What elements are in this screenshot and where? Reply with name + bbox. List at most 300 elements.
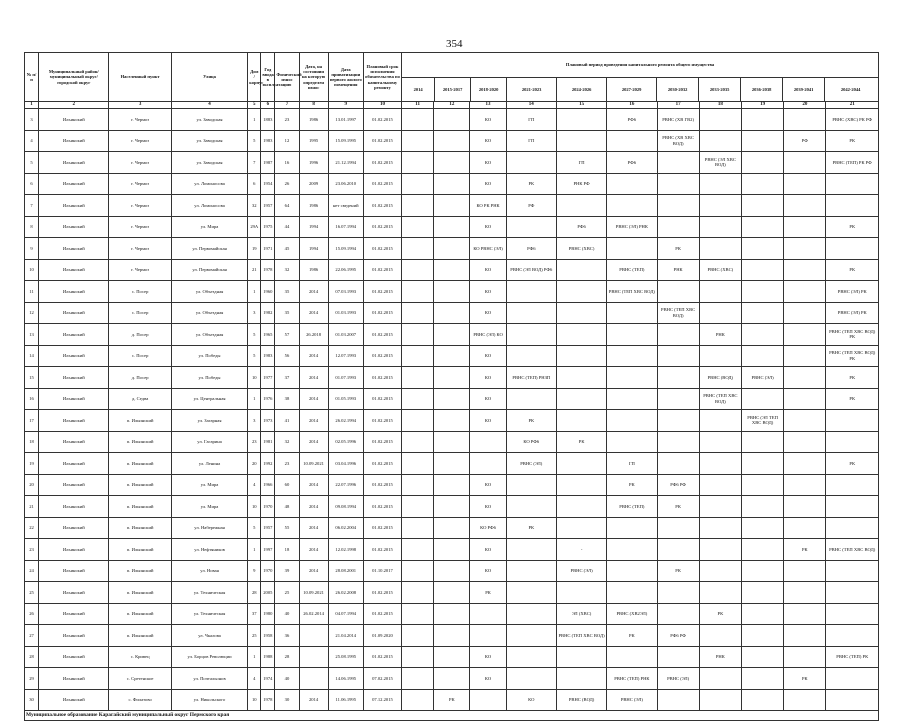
- header-house: Дом / корпус: [248, 53, 261, 102]
- table-cell: 1986: [299, 259, 328, 281]
- table-cell: 6: [248, 173, 261, 195]
- table-row: [25, 302, 879, 324]
- table-cell: [699, 431, 741, 453]
- table-cell: [657, 173, 699, 195]
- table-cell: [657, 603, 699, 625]
- table-cell: 6: [25, 173, 39, 195]
- table-cell: 23: [275, 453, 299, 475]
- table-cell: [402, 453, 434, 475]
- table-cell: [402, 539, 434, 561]
- table-cell: [657, 539, 699, 561]
- table-cell: ЭЛ (ХВС): [556, 603, 606, 625]
- table-cell: [434, 388, 470, 410]
- table-cell: ул. Объездная: [171, 324, 247, 346]
- table-cell: 10.09.2021: [299, 453, 328, 475]
- table-cell: [784, 689, 826, 711]
- municipality-footer: Муниципальное образование Карагайский муниципальный округ Пермского края: [25, 711, 879, 721]
- table-cell: п. Ильинский: [109, 625, 171, 647]
- table-cell: 01.02.2015: [363, 152, 401, 174]
- table-cell: 28: [248, 582, 261, 604]
- table-cell: 09.08.1994: [328, 496, 363, 518]
- table-cell: РВНС (ХВС): [699, 259, 741, 281]
- table-cell: [741, 195, 783, 217]
- table-row: [25, 324, 879, 346]
- table-cell: п. Ильинский: [109, 539, 171, 561]
- table-cell: [434, 603, 470, 625]
- table-cell: д. Посер: [109, 367, 171, 389]
- table-cell: [506, 668, 556, 690]
- table-cell: [784, 109, 826, 131]
- table-cell: РВНС (ХВ2ЭЛ): [607, 603, 657, 625]
- table-row: [25, 173, 879, 195]
- table-cell: 4: [248, 474, 261, 496]
- table-cell: 5: [248, 345, 261, 367]
- column-number: 19: [741, 102, 783, 109]
- table-row: [25, 345, 879, 367]
- table-cell: [741, 668, 783, 690]
- table-cell: ул. Заводская: [171, 130, 247, 152]
- table-cell: [699, 109, 741, 131]
- table-cell: 7: [248, 152, 261, 174]
- table-cell: [826, 474, 879, 496]
- header-period-5: 2027-2029: [606, 78, 656, 101]
- table-cell: КО РФ6: [506, 431, 556, 453]
- header-locality: Населенный пункт: [109, 53, 171, 102]
- table-cell: 01.09.2020: [363, 625, 401, 647]
- table-cell: РВНС (ЭЛ ТЕП ХВС ВОД): [741, 410, 783, 432]
- table-cell: КО: [470, 152, 506, 174]
- table-cell: 10.09.2021: [299, 582, 328, 604]
- table-cell: [784, 302, 826, 324]
- table-row: [25, 367, 879, 389]
- table-cell: [784, 625, 826, 647]
- table-cell: [402, 367, 434, 389]
- table-cell: Ильинский: [39, 453, 109, 475]
- table-cell: ул. Техническая: [171, 582, 247, 604]
- table-cell: 64: [275, 195, 299, 217]
- table-cell: 2014: [299, 345, 328, 367]
- table-cell: 9: [248, 560, 261, 582]
- table-cell: 01.05.1993: [328, 388, 363, 410]
- table-cell: [506, 324, 556, 346]
- table-cell: [784, 603, 826, 625]
- table-row: [25, 130, 879, 152]
- table-cell: 11.06.1995: [328, 689, 363, 711]
- table-cell: [402, 281, 434, 303]
- table-row: [25, 496, 879, 518]
- table-cell: [607, 238, 657, 260]
- table-cell: [506, 646, 556, 668]
- table-cell: Ильинский: [39, 173, 109, 195]
- table-cell: [741, 345, 783, 367]
- table-cell: 5: [248, 130, 261, 152]
- table-cell: Ильинский: [39, 259, 109, 281]
- table-cell: [299, 646, 328, 668]
- table-cell: РК: [699, 603, 741, 625]
- table-cell: КО: [470, 109, 506, 131]
- table-cell: ул. Ломоносова: [171, 173, 247, 195]
- table-cell: 01.02.2015: [363, 109, 401, 131]
- table-cell: 44: [275, 216, 299, 238]
- table-cell: 40: [275, 603, 299, 625]
- table-cell: [506, 388, 556, 410]
- table-cell: 12.02.1998: [328, 539, 363, 561]
- table-cell: КО: [470, 130, 506, 152]
- table-cell: [741, 474, 783, 496]
- table-cell: п. Ильинский: [109, 603, 171, 625]
- table-cell: 1974: [261, 668, 275, 690]
- table-cell: [470, 689, 506, 711]
- table-cell: 01.02.2015: [363, 603, 401, 625]
- table-cell: 01.02.2015: [363, 517, 401, 539]
- table-cell: ул. Новая: [171, 560, 247, 582]
- table-cell: 12.07.1993: [328, 345, 363, 367]
- header-period-title: Плановый период проведения капитального ремонта общего имущества: [402, 53, 878, 78]
- table-cell: 12: [25, 302, 39, 324]
- table-cell: [470, 625, 506, 647]
- table-cell: [826, 689, 879, 711]
- table-cell: 1965: [261, 324, 275, 346]
- table-cell: [434, 130, 470, 152]
- table-cell: 48: [275, 496, 299, 518]
- table-row: [25, 689, 879, 711]
- table-cell: РК: [506, 410, 556, 432]
- header-period-1: 2015-2017: [434, 78, 470, 101]
- table-cell: [741, 496, 783, 518]
- table-cell: [784, 238, 826, 260]
- table-cell: 07.12.2015: [363, 689, 401, 711]
- table-cell: [434, 238, 470, 260]
- table-cell: [741, 152, 783, 174]
- table-cell: [607, 324, 657, 346]
- table-cell: 01.03.2007: [328, 324, 363, 346]
- table-cell: [470, 431, 506, 453]
- table-cell: 1966: [261, 474, 275, 496]
- table-cell: [657, 216, 699, 238]
- header-period-8: 2036-2038: [740, 78, 782, 101]
- column-number: 17: [657, 102, 699, 109]
- table-row: [25, 668, 879, 690]
- table-cell: с. Посер: [109, 302, 171, 324]
- table-cell: [556, 388, 606, 410]
- table-cell: 26: [25, 603, 39, 625]
- table-cell: Ильинский: [39, 152, 109, 174]
- table-cell: Ильинский: [39, 539, 109, 561]
- header-period-10: 2042-2044: [824, 78, 876, 101]
- table-cell: [741, 324, 783, 346]
- table-cell: 2014: [299, 560, 328, 582]
- table-cell: 4: [25, 130, 39, 152]
- table-cell: [741, 130, 783, 152]
- table-cell: 35: [275, 302, 299, 324]
- table-cell: [657, 410, 699, 432]
- table-cell: ул. Заводская: [171, 152, 247, 174]
- table-cell: 2009: [299, 173, 328, 195]
- table-cell: [434, 259, 470, 281]
- table-cell: 01.10.2017: [363, 560, 401, 582]
- table-cell: 1957: [261, 195, 275, 217]
- table-cell: [434, 173, 470, 195]
- table-cell: [826, 668, 879, 690]
- table-cell: КО: [470, 668, 506, 690]
- table-cell: КО: [470, 367, 506, 389]
- table-cell: 1983: [261, 130, 275, 152]
- table-cell: 2014: [299, 539, 328, 561]
- table-cell: [657, 582, 699, 604]
- table-cell: [506, 560, 556, 582]
- table-cell: 01.02.2015: [363, 367, 401, 389]
- table-cell: [699, 173, 741, 195]
- table-cell: [506, 539, 556, 561]
- table-cell: РВНС (ЭЛ): [506, 453, 556, 475]
- table-cell: 32: [275, 431, 299, 453]
- table-cell: 1973: [261, 410, 275, 432]
- table-row: [25, 195, 879, 217]
- table-cell: 28: [25, 646, 39, 668]
- table-cell: [784, 345, 826, 367]
- table-cell: 1970: [261, 560, 275, 582]
- table-cell: г. Чермоз: [109, 216, 171, 238]
- table-cell: [741, 689, 783, 711]
- table-cell: 38: [275, 388, 299, 410]
- table-cell: [299, 668, 328, 690]
- table-cell: РВНС (ЭЛ) РК: [826, 281, 879, 303]
- table-row: [25, 453, 879, 475]
- table-cell: 1988: [261, 646, 275, 668]
- table-cell: РВНС (ТЕП ХВС ВОД): [826, 539, 879, 561]
- table-cell: [741, 453, 783, 475]
- table-cell: Ильинский: [39, 431, 109, 453]
- table-cell: 3: [25, 109, 39, 131]
- table-cell: [607, 582, 657, 604]
- table-cell: [506, 582, 556, 604]
- table-cell: 18: [25, 431, 39, 453]
- table-cell: [699, 453, 741, 475]
- table-cell: [784, 388, 826, 410]
- table-cell: 16: [275, 152, 299, 174]
- table-cell: [506, 603, 556, 625]
- table-cell: РФ6: [607, 152, 657, 174]
- table-cell: ул. Ломоносова: [171, 195, 247, 217]
- table-cell: [556, 474, 606, 496]
- table-cell: Ильинский: [39, 517, 109, 539]
- header-deadline: Плановый срок исполнения обязательства по капитальному ремонту: [363, 53, 401, 102]
- table-cell: 01.02.2015: [363, 646, 401, 668]
- table-cell: Ильинский: [39, 130, 109, 152]
- table-cell: [556, 646, 606, 668]
- table-cell: [699, 410, 741, 432]
- table-cell: 01.02.2015: [363, 539, 401, 561]
- table-cell: [402, 259, 434, 281]
- table-cell: г. Чермоз: [109, 195, 171, 217]
- table-cell: [699, 560, 741, 582]
- table-cell: 5: [248, 517, 261, 539]
- table-cell: [607, 539, 657, 561]
- header-year: Год ввода в эксплуатацию: [261, 53, 275, 102]
- table-cell: 07.02.2015: [363, 668, 401, 690]
- table-cell: п. Ильинский: [109, 517, 171, 539]
- column-number: 12: [434, 102, 470, 109]
- header-period-3: 2021-2023: [506, 78, 556, 101]
- table-cell: 9: [25, 238, 39, 260]
- table-cell: РВНС (ТЕП): [607, 496, 657, 518]
- table-cell: 27: [25, 625, 39, 647]
- table-cell: [784, 496, 826, 518]
- table-cell: [434, 109, 470, 131]
- table-cell: 03.04.1996: [328, 453, 363, 475]
- table-cell: 01.02.2015: [363, 496, 401, 518]
- table-cell: 1996: [299, 152, 328, 174]
- table-cell: Ильинский: [39, 582, 109, 604]
- table-cell: 2014: [299, 496, 328, 518]
- capital-repair-table: [24, 52, 879, 721]
- table-cell: 1958: [261, 625, 275, 647]
- table-cell: 25: [25, 582, 39, 604]
- table-cell: 8: [25, 216, 39, 238]
- table-cell: [556, 345, 606, 367]
- table-cell: [434, 367, 470, 389]
- table-cell: РВНС (ТЕП ХВС ВОД): [699, 388, 741, 410]
- table-cell: [434, 496, 470, 518]
- table-cell: 01.02.2015: [363, 281, 401, 303]
- table-cell: [434, 625, 470, 647]
- column-number: 2: [39, 102, 109, 109]
- table-cell: ГП: [506, 109, 556, 131]
- header-period-group: [402, 53, 879, 102]
- table-cell: 01.02.2015: [363, 238, 401, 260]
- table-cell: [556, 302, 606, 324]
- table-cell: 2014: [299, 474, 328, 496]
- table-cell: [741, 216, 783, 238]
- table-cell: [784, 152, 826, 174]
- table-cell: КО: [470, 410, 506, 432]
- table-cell: РВНС (ТЕП): [607, 259, 657, 281]
- table-cell: 02.05.1996: [328, 431, 363, 453]
- column-number: 15: [556, 102, 606, 109]
- table-cell: 2014: [299, 410, 328, 432]
- table-cell: Ильинский: [39, 216, 109, 238]
- table-cell: Ильинский: [39, 388, 109, 410]
- table-cell: [434, 302, 470, 324]
- header-period-4: 2024-2026: [556, 78, 606, 101]
- table-cell: ГП: [556, 152, 606, 174]
- table-cell: г. Чермоз: [109, 109, 171, 131]
- table-cell: [741, 582, 783, 604]
- header-wear: Физический износ: [275, 53, 299, 102]
- table-cell: 1957: [261, 517, 275, 539]
- table-cell: 30: [275, 689, 299, 711]
- table-cell: 01.02.2015: [363, 431, 401, 453]
- header-period-2: 2018-2020: [470, 78, 506, 101]
- table-cell: [607, 410, 657, 432]
- table-cell: 01.02.2015: [363, 582, 401, 604]
- column-number: 20: [784, 102, 826, 109]
- table-cell: 1986: [299, 195, 328, 217]
- table-cell: [402, 130, 434, 152]
- table-cell: РВНС (ЭЛ): [657, 668, 699, 690]
- table-cell: 19: [25, 453, 39, 475]
- table-cell: РК: [657, 238, 699, 260]
- table-cell: РФ6 РФ: [657, 625, 699, 647]
- header-privatization-date: Дата приватизации первого жилого помещения: [328, 53, 363, 102]
- table-cell: 16.07.1994: [328, 216, 363, 238]
- table-cell: РВНС (ТЕП) РНК: [607, 668, 657, 690]
- table-row: [25, 474, 879, 496]
- table-cell: п. Ильинский: [109, 560, 171, 582]
- table-cell: ул. Гагарина: [171, 431, 247, 453]
- table-cell: п. Ильинский: [109, 474, 171, 496]
- table-cell: РВНС (ВОД): [556, 689, 606, 711]
- table-row: [25, 281, 879, 303]
- table-cell: [657, 367, 699, 389]
- table-cell: 56: [275, 345, 299, 367]
- table-cell: [784, 474, 826, 496]
- table-cell: [741, 281, 783, 303]
- table-cell: ул. Мира: [171, 496, 247, 518]
- table-cell: КО: [470, 560, 506, 582]
- table-cell: 01.02.2015: [363, 345, 401, 367]
- table-cell: [657, 195, 699, 217]
- table-body: [25, 109, 879, 711]
- table-cell: [607, 302, 657, 324]
- table-cell: 1970: [261, 496, 275, 518]
- table-cell: [470, 603, 506, 625]
- table-cell: [299, 625, 328, 647]
- table-cell: 39: [275, 560, 299, 582]
- table-cell: РВНС (ТЕП) РК РФ: [826, 152, 879, 174]
- table-cell: [784, 517, 826, 539]
- table-cell: [556, 410, 606, 432]
- table-cell: 1980: [261, 603, 275, 625]
- table-cell: [434, 668, 470, 690]
- table-cell: Ильинский: [39, 668, 109, 690]
- table-cell: 25.08.1995: [328, 646, 363, 668]
- table-cell: [826, 173, 879, 195]
- table-cell: [826, 195, 879, 217]
- table-cell: [784, 281, 826, 303]
- table-cell: [741, 603, 783, 625]
- table-cell: 1995: [299, 130, 328, 152]
- table-cell: 14.06.1995: [328, 668, 363, 690]
- page-number: 354: [446, 38, 463, 50]
- table-row: [25, 238, 879, 260]
- table-cell: 2014: [299, 367, 328, 389]
- table-cell: РК: [826, 216, 879, 238]
- table-cell: РВНС (ТЕП ХВС ВОД): [657, 302, 699, 324]
- table-cell: ул. Никольского: [171, 689, 247, 711]
- table-cell: 60: [275, 474, 299, 496]
- table-cell: 2014: [299, 431, 328, 453]
- table-cell: РК: [556, 431, 606, 453]
- table-cell: [402, 603, 434, 625]
- table-cell: ул. Объездная: [171, 302, 247, 324]
- table-cell: 21.04.2014: [328, 625, 363, 647]
- table-cell: [784, 195, 826, 217]
- table-cell: [402, 388, 434, 410]
- table-cell: [784, 431, 826, 453]
- table-cell: [434, 281, 470, 303]
- table-cell: КО: [470, 173, 506, 195]
- table-cell: 1975: [261, 216, 275, 238]
- table-cell: РК: [607, 625, 657, 647]
- table-cell: 1954: [261, 173, 275, 195]
- table-cell: [402, 109, 434, 131]
- table-cell: КО: [470, 216, 506, 238]
- table-cell: 25: [248, 625, 261, 647]
- table-cell: [657, 281, 699, 303]
- table-cell: 13: [25, 324, 39, 346]
- table-cell: 11: [25, 281, 39, 303]
